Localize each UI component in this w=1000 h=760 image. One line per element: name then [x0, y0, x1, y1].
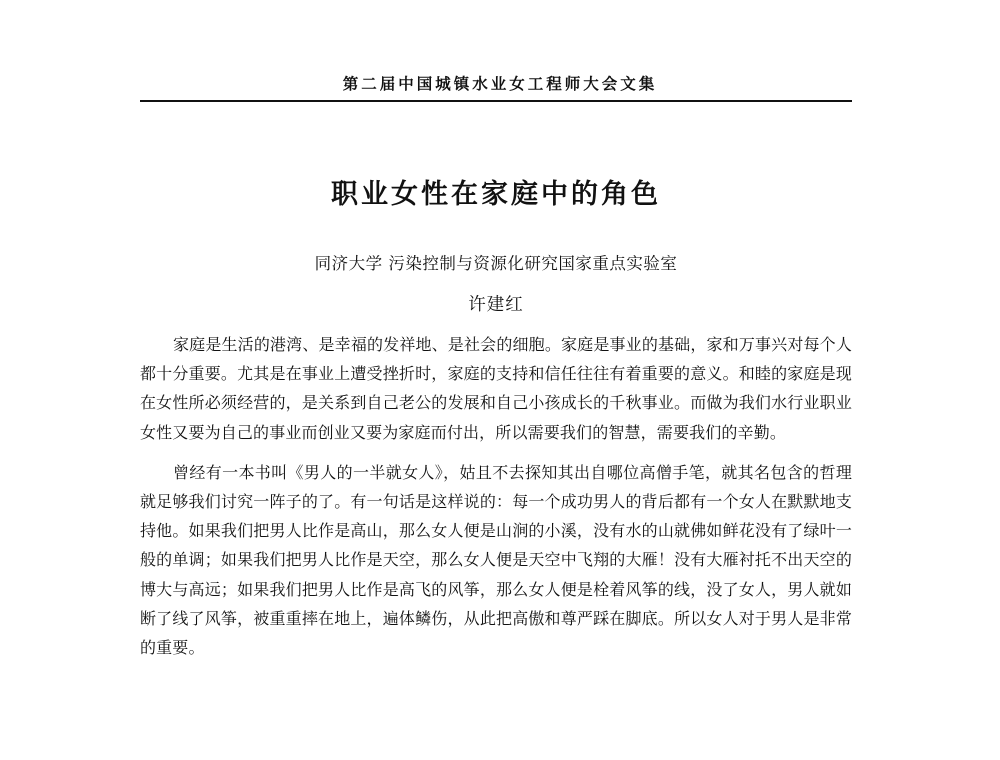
article-body	[140, 330, 852, 662]
header-rule	[140, 100, 852, 102]
body-paragraph: 家庭是生活的港湾、是幸福的发祥地、是社会的细胞。家庭是事业的基础，家和万事兴对每个人都十分重要。尤其是在事业上遭受挫折时，家庭的支持和信任往往有着重要的意义。和睦的家庭是现在女性所必须经营的，是关系到自己老公的发展和自己小孩成长的千秋事业。而做为我们水行业职业女性又要为自己的事业而创业又要为家庭而付出，所以需要我们的智慧，需要我们的辛勤。	[140, 335, 852, 442]
author-name: 许建红	[468, 295, 524, 315]
body-paragraph: 曾经有一本书叫《男人的一半就女人》，姑且不去探知其出自哪位高僧手笔，就其名包含的哲理就足够我们讨究一阵子的了。有一句话是这样说的：每一个成功男人的背后都有一个女人在默默地支持他。如果我们把男人比作是高山，那么女人便是山涧的小溪，没有水的山就佛如鲜花没有了绿叶一般的单调；如果我们把男人比作是天空，那么女人便是天空中飞翔的大雁！没有大雁衬托不出天空的博大与高远；如果我们把男人比作是高飞的风筝，那么女人便是栓着风筝的线，没了女人，男人就如断了线了风筝，被重重摔在地上，遍体鳞伤，从此把高傲和尊严踩在脚底。所以女人对于男人是非常的重要。	[140, 462, 852, 658]
article-title: 职业女性在家庭中的角色	[331, 179, 661, 210]
author-affiliation: 同济大学 污染控制与资源化研究国家重点实验室	[314, 254, 678, 273]
running-header: 第二届中国城镇水业女工程师大会文集	[342, 75, 658, 93]
